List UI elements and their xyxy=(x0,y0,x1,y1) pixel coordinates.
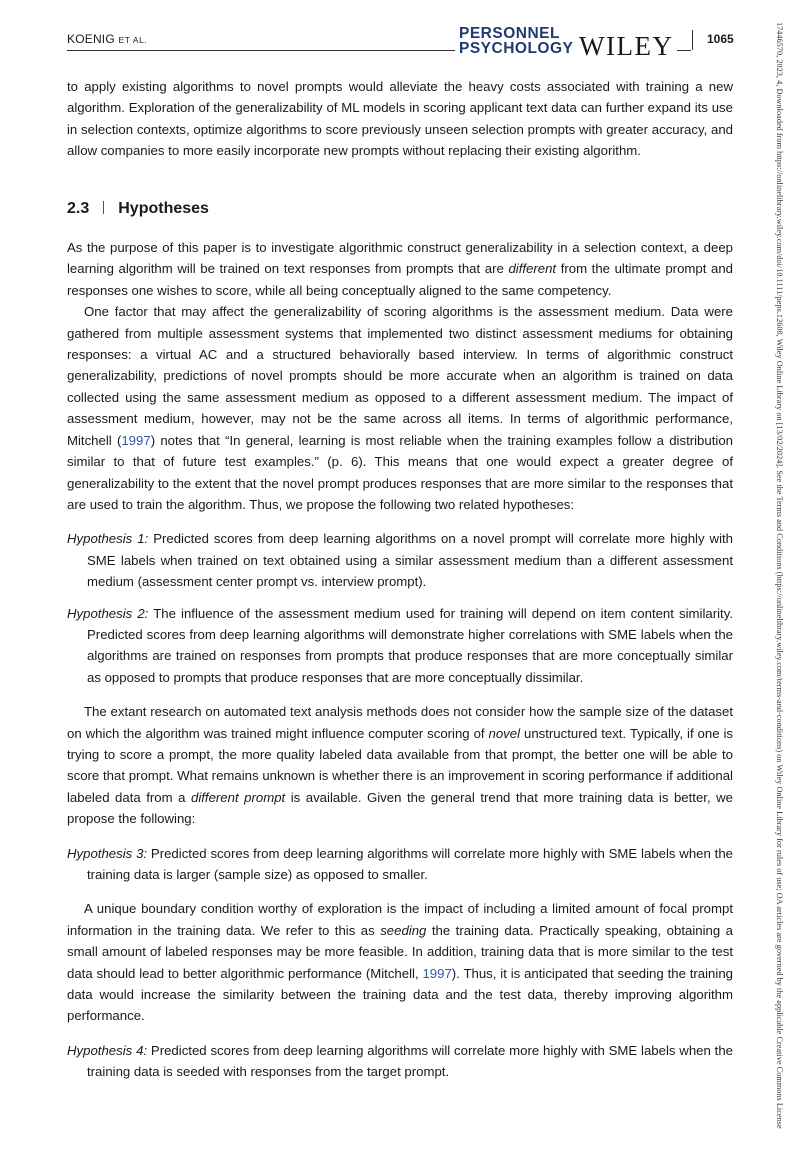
hypothesis-2: Hypothesis 2: The influence of the assessment medium used for training will depend on item content similarity. Predicted scores from deep learning algorithms will demonstrate higher correlations with SME labels when the algorithms are trained on responses from prompts that produce responses that are more conceptually similar as opposed to prompts that produce responses that are more conceptually dissimilar. xyxy=(67,605,733,685)
page-number: 1065 xyxy=(707,32,734,46)
hypothesis-1: Hypothesis 1: Predicted scores from deep learning algorithms on a novel prompt will correlate more highly with SME labels when trained on text obtained using a similar assessment medium than a different assessment medium (assessment center prompt vs. interview prompt). xyxy=(67,531,734,590)
hypothesis-3: Hypothesis 3: Predicted scores from deep learning algorithms will correlate more highly with SME labels when the training data is larger (sample size) as opposed to smaller. xyxy=(67,845,733,882)
article-body xyxy=(67,76,733,1096)
journal-logo xyxy=(459,26,573,56)
hypothesis-4-block xyxy=(67,1040,733,1083)
citation-link[interactable]: 1997 xyxy=(422,965,452,981)
paragraph-seeding: A unique boundary condition worthy of exploration is the impact of including a limited amount of focal prompt information in the training data. We refer to this as seeding the training data. Practically speaking, obtaining a small amount of labeled responses may be more feasible. In addition, training data that is more similar to the test data should lead to better algorithmic performance (Mitchell, 1997). Thus, it is anticipated that seeding the training data would increase the similarity between the training data and the test data, thereby improving algorithm performance. xyxy=(67,901,733,1024)
section-title: Hypotheses xyxy=(118,199,209,217)
publisher-logo: WILEY xyxy=(579,31,674,61)
author-name: KOENIG xyxy=(67,32,115,46)
hypothesis-3-block xyxy=(67,843,733,886)
author-suffix: ET AL. xyxy=(118,35,148,45)
hypotheses-1-2 xyxy=(67,528,733,688)
intro-paragraph: to apply existing algorithms to novel prompts would alleviate the heavy costs associated with training a new algorithm. Exploration of the generalizability of ML models in scoring applicant text data can further expand its use in selection contexts, optimize algorithms to score previously unseen selection prompts with greater accuracy, and allow companies to more easily incorporate new prompts without replacing their existing algorithm. xyxy=(67,79,733,159)
download-notice: 17446570, 2023, 4, Downloaded from https://onlinelibrary.wiley.com/doi/10.1111/peps.12608, Wiley Online Library on [13/02/2024]. See the Terms and Conditions (https://onlinelibrary.wiley.com/terms-and-conditions) on Wiley Online Library for rules of use; OA articles are governed by the applicable Creative Commons License xyxy=(775,22,784,1129)
page-header xyxy=(67,0,734,61)
hypothesis-4: Hypothesis 4: Predicted scores from deep learning algorithms will correlate more highly with SME labels when the training data is seeded with responses from the target prompt. xyxy=(67,1042,733,1080)
citation-link[interactable]: 1997 xyxy=(121,432,151,448)
running-author xyxy=(67,32,147,46)
section-separator xyxy=(103,201,104,214)
journal-name-line1: PERSONNEL xyxy=(459,25,560,42)
journal-name-line2: PSYCHOLOGY xyxy=(459,40,574,57)
section-number: 2.3 xyxy=(67,199,90,217)
paragraph-purpose: As the purpose of this paper is to investigate algorithmic construct generalizability in a selection context, a deep learning algorithm will be trained on text responses from prompts that are different from the ultimate prompt and responses one wishes to score, while all being conceptually aligned to the same competency. xyxy=(67,240,733,298)
section-heading xyxy=(67,198,733,219)
header-divider xyxy=(692,30,693,50)
header-rule-short xyxy=(677,50,691,51)
paragraph-assessment-medium: One factor that may affect the generalizability of scoring algorithms is the assessment medium. Data were gathered from multiple assessment systems that implemented two distinct assessment mediums for obtaining responses: a virtual AC and a structured behaviorally based interview. In terms of algorithmic construct generalizability, predictions of novel prompts should be more accurate when an algorithm is trained on data collected using the same assessment medium as opposed to a different assessment medium. The impact of assessment medium, however, may not be the same across all items. In terms of algorithmic performance, Mitchell (1997) notes that “In general, learning is most reliable when the training examples follow a distribution similar to that of future test examples.” (p. 6). This means that one would expect a greater degree of generalizability to the extent that the novel prompt produces responses that are more similar to the responses that are used to train the algorithm. Thus, we propose the following two related hypotheses: xyxy=(67,304,733,512)
paragraph-sample-size: The extant research on automated text analysis methods does not consider how the sample size of the dataset on which the algorithm was trained might influence computer scoring of novel unstructured text. Typically, if one is trying to score a prompt, the more quality labeled data available from that prompt, the better one will be able to score that prompt. What remains unknown is whether there is an improvement in scoring performance if additional labeled data from a different prompt is available. Given the general trend that more training data is better, we propose the following: xyxy=(67,704,733,827)
header-rule xyxy=(67,50,455,51)
